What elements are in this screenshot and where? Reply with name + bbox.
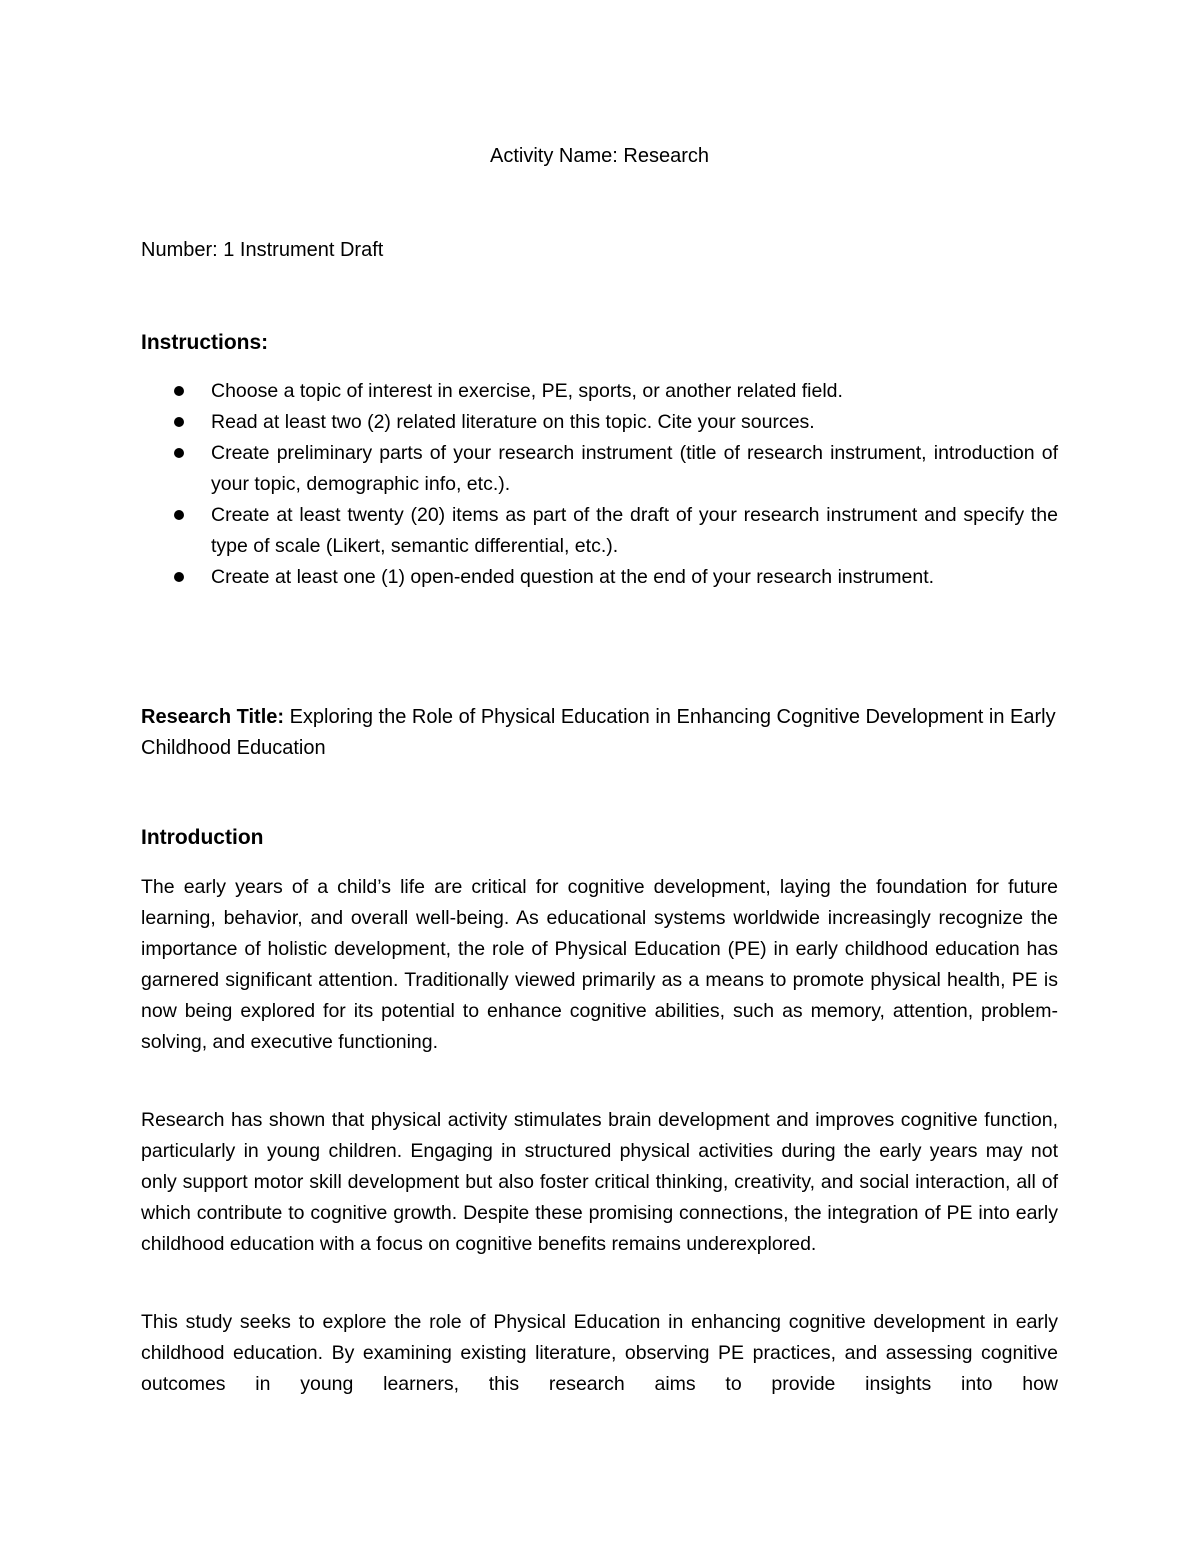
bullet-icon xyxy=(174,448,184,458)
number-line: Number: 1 Instrument Draft xyxy=(141,239,384,261)
bullet-icon xyxy=(174,417,184,427)
research-title xyxy=(141,702,1058,764)
bullet-icon xyxy=(174,572,184,582)
document-page xyxy=(141,0,1058,1553)
instruction-text: Create at least twenty (20) items as part of the draft of your research instrument and specify the type of scale (Likert, semantic differential, etc.). xyxy=(211,504,1058,557)
list-item xyxy=(141,407,1058,438)
instructions-heading: Instructions: xyxy=(141,331,269,354)
intro-paragraph-3: This study seeks to explore the role of Physical Education in enhancing cognitive development in early childhood education. By examining existing literature, observing PE practices, and assessing cognitive outcomes in young learners, this research aims to provide insights into how xyxy=(141,1311,1058,1396)
research-title-label: Research Title: xyxy=(141,706,285,728)
activity-title: Activity Name: Research xyxy=(490,145,709,167)
list-item xyxy=(141,500,1058,562)
instruction-text: Read at least two (2) related literature on this topic. Cite your sources. xyxy=(211,411,815,433)
list-item xyxy=(141,438,1058,500)
bullet-icon xyxy=(174,386,184,396)
list-item xyxy=(141,562,1058,593)
intro-paragraph-1: The early years of a child’s life are critical for cognitive development, laying the foundation for future learning, behavior, and overall well-being. As educational systems worldwide increasingly recognize the importance of holistic development, the role of Physical Education (PE) in early childhood education has garnered significant attention. Traditionally viewed primarily as a means to promote physical health, PE is now being explored for its potential to enhance cognitive abilities, such as memory, attention, problem-solving, and executive functioning. xyxy=(141,876,1058,1054)
intro-paragraph-2: Research has shown that physical activity stimulates brain development and improves cognitive function, particularly in young children. Engaging in structured physical activities during the early years may not only support motor skill development but also foster critical thinking, creativity, and social interaction, all of which contribute to cognitive growth. Despite these promising connections, the integration of PE into early childhood education with a focus on cognitive benefits remains underexplored. xyxy=(141,1109,1058,1256)
list-item xyxy=(141,376,1058,407)
instruction-text: Create at least one (1) open-ended question at the end of your research instrument. xyxy=(211,566,935,588)
research-title-text: Exploring the Role of Physical Education in Enhancing Cognitive Development in Early Childhood Education xyxy=(141,706,1056,759)
introduction-heading: Introduction xyxy=(141,826,264,849)
bullet-icon xyxy=(174,510,184,520)
instruction-list xyxy=(141,376,1058,593)
instruction-text: Choose a topic of interest in exercise, PE, sports, or another related field. xyxy=(211,380,843,402)
instruction-text: Create preliminary parts of your research instrument (title of research instrument, introduction of your topic, demographic info, etc.). xyxy=(211,442,1058,495)
